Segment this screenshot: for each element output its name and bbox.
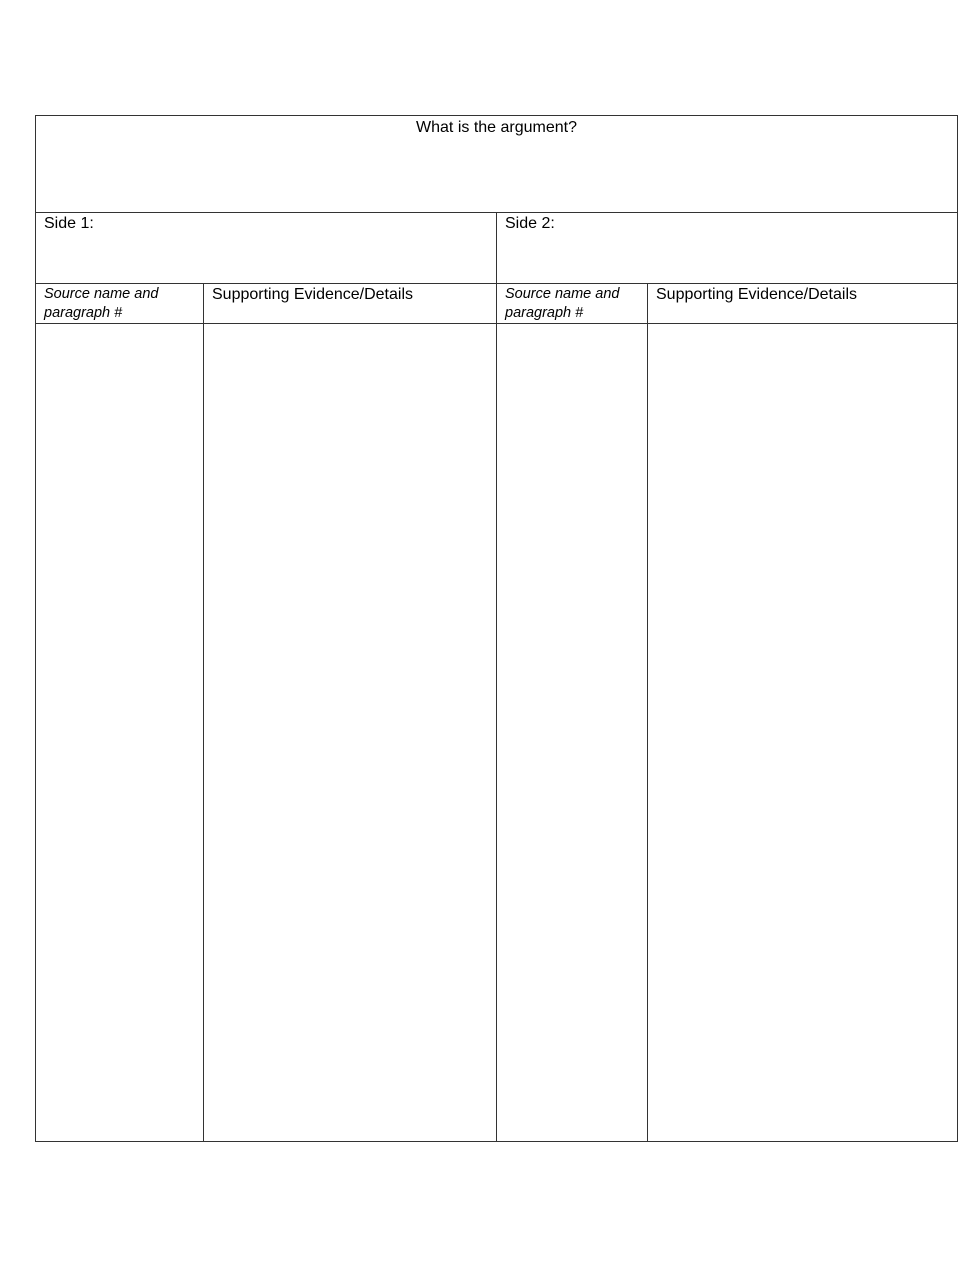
side-1-evidence-header: Supporting Evidence/Details [204,284,497,324]
side-2-cell[interactable] [497,213,958,284]
evidence-entry-row [36,324,958,1142]
side-1-evidence-entry-cell[interactable] [204,324,497,1142]
side-2-evidence-header: Supporting Evidence/Details [648,284,958,324]
side-2-source-header: Source name and paragraph # [497,284,648,324]
column-header-row [36,284,958,324]
side-2-label: Side 2: [505,215,555,232]
argument-question-cell[interactable] [36,116,958,213]
argument-organizer-sheet [35,115,957,1141]
side-1-cell[interactable] [36,213,497,284]
side-1-source-entry-cell[interactable] [36,324,204,1142]
side-2-source-entry-cell[interactable] [497,324,648,1142]
sides-row [36,213,958,284]
argument-organizer-table [35,115,958,1142]
side-1-label: Side 1: [44,215,94,232]
side-2-evidence-entry-cell[interactable] [648,324,958,1142]
side-1-source-header: Source name and paragraph # [36,284,204,324]
argument-question-label: What is the argument? [416,119,577,136]
argument-question-row [36,116,958,213]
